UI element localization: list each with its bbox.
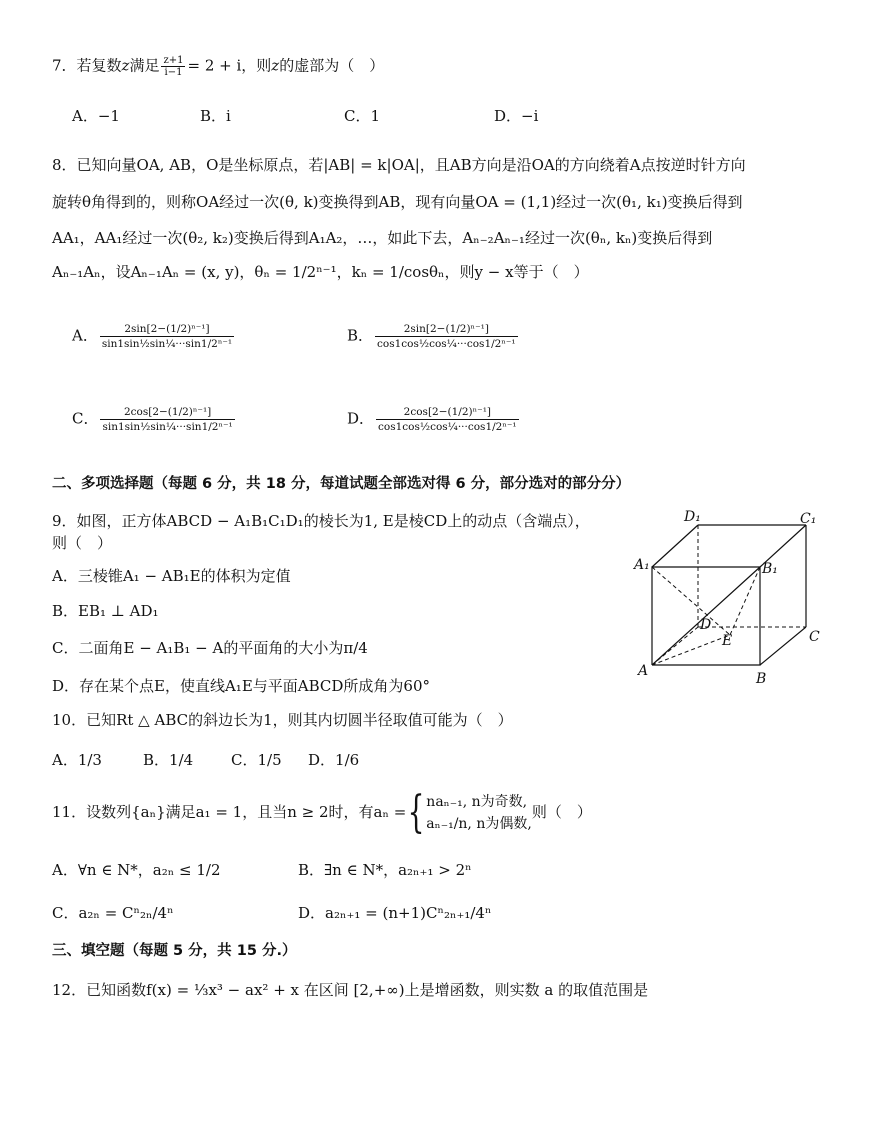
label-a1: A₁ bbox=[634, 557, 650, 573]
q11-case-even: aₙ₋₁/n, n为偶数, bbox=[426, 816, 532, 832]
cube-figure bbox=[630, 505, 830, 685]
q8-frac-den: cos1cos½cos¼···cos1/2ⁿ⁻¹ bbox=[378, 421, 517, 433]
q10-option-b: B．1/4 bbox=[143, 751, 194, 769]
segment-a1e bbox=[652, 567, 730, 635]
q7-option-d: D．−i bbox=[494, 107, 539, 125]
q8-option-label: D． bbox=[347, 409, 375, 428]
q8-option-label: A． bbox=[72, 326, 98, 345]
q10-option-d: D．1/6 bbox=[308, 751, 360, 769]
segment-b1e bbox=[730, 567, 760, 635]
q11-cases bbox=[426, 791, 532, 835]
cube-edge-a1d1 bbox=[652, 525, 698, 567]
segment-ae bbox=[652, 633, 733, 665]
q8-frac-num: 2cos[2−(1/2)ⁿ⁻¹] bbox=[376, 405, 519, 420]
q8-option-fraction bbox=[100, 405, 234, 434]
q7-frac-num: z+1 bbox=[163, 55, 184, 66]
q12-stem: 12．已知函数f(x) = ⅓x³ − ax² + x 在区间 [2,+∞)上是增函数，则实数 a 的取值范围是 bbox=[52, 981, 649, 999]
q7-option-b: B．i bbox=[200, 107, 231, 125]
q7-stem-part: 满足 bbox=[129, 56, 160, 75]
q11-option-d: D．a₂ₙ₊₁ = (n+1)Cⁿ₂ₙ₊₁/4ⁿ bbox=[298, 904, 492, 922]
q11-stem bbox=[52, 787, 592, 838]
q8-frac-den: cos1cos½cos¼···cos1/2ⁿ⁻¹ bbox=[377, 338, 516, 350]
label-d: D bbox=[700, 617, 712, 633]
q9-line2: 则（ ） bbox=[52, 534, 113, 552]
q9-option-a: A．三棱锥A₁ − AB₁E的体积为定值 bbox=[52, 567, 291, 585]
label-a: A bbox=[638, 663, 649, 679]
q11-option-b: B．∃n ∈ N*，a₂ₙ₊₁ > 2ⁿ bbox=[298, 861, 472, 879]
cube-hidden-ad bbox=[652, 627, 698, 665]
q7-frac-den: i−1 bbox=[164, 67, 183, 78]
q7-option-c: C．1 bbox=[344, 107, 381, 125]
q8-option-label: C． bbox=[72, 409, 99, 428]
q7-var: z bbox=[271, 56, 280, 75]
q7-stem bbox=[52, 55, 384, 78]
q8-option-a bbox=[72, 322, 236, 351]
q8-frac-num: 2sin[2−(1/2)ⁿ⁻¹] bbox=[100, 322, 234, 337]
q9-line1: 9．如图，正方体ABCD − A₁B₁C₁D₁的棱长为1, E是棱CD上的动点（含端点）， bbox=[52, 512, 590, 530]
q11-stem-part: 则（ ） bbox=[531, 803, 592, 821]
q7-stem-part: = 2 + i，则 bbox=[187, 56, 272, 75]
q8-frac-den: sin1sin½sin¼···sin1/2ⁿ⁻¹ bbox=[102, 421, 233, 433]
label-b1: B₁ bbox=[762, 561, 778, 577]
cube-edge-bc bbox=[760, 627, 806, 665]
q9-option-b: B．EB₁ ⊥ AD₁ bbox=[52, 602, 159, 620]
q8-option-fraction bbox=[375, 322, 518, 351]
section-3-heading: 三、填空题（每题 5 分，共 15 分.） bbox=[52, 943, 297, 959]
q8-option-label: B． bbox=[347, 326, 374, 345]
q11-stem-part: 11．设数列{aₙ}满足a₁ = 1，且当n ≥ 2时，有aₙ = bbox=[52, 803, 407, 821]
q9-option-c: C．二面角E − A₁B₁ − A的平面角的大小为π/4 bbox=[52, 639, 368, 657]
q10-option-a: A．1/3 bbox=[52, 751, 102, 769]
q8-frac-num: 2cos[2−(1/2)ⁿ⁻¹] bbox=[100, 405, 234, 420]
label-e: E bbox=[722, 633, 733, 649]
q8-frac-num: 2sin[2−(1/2)ⁿ⁻¹] bbox=[375, 322, 518, 337]
q8-line3: AA₁，AA₁经过一次(θ₂, k₂)变换后得到A₁A₂，…，如此下去，Aₙ₋₂Aₙ₋₁经过一次(θₙ, kₙ)变换后得到 bbox=[52, 229, 713, 247]
q8-line1: 8．已知向量OA, AB，O是坐标原点，若|AB| = k|OA|，且AB方向是沿OA的方向绕着A点按逆时针方向 bbox=[52, 156, 746, 174]
q9-option-d: D．存在某个点E，使直线A₁E与平面ABCD所成角为60° bbox=[52, 677, 430, 695]
q8-frac-den: sin1sin½sin¼···sin1/2ⁿ⁻¹ bbox=[101, 338, 233, 350]
q8-option-fraction bbox=[376, 405, 519, 434]
section-2-heading: 二、多项选择题（每题 6 分，共 18 分，每道试题全部选对得 6 分，部分选对的部分分） bbox=[52, 476, 631, 492]
q8-option-b bbox=[347, 322, 520, 351]
q10-option-c: C．1/5 bbox=[231, 751, 282, 769]
q7-var: z bbox=[121, 56, 130, 75]
q11-option-a: A．∀n ∈ N*，a₂ₙ ≤ 1/2 bbox=[52, 861, 221, 879]
q11-brace: { bbox=[407, 787, 425, 838]
q8-option-d bbox=[347, 405, 521, 434]
q7-option-a: A．−1 bbox=[72, 107, 120, 125]
q7-stem-part: 的虚部为（ ） bbox=[279, 56, 385, 75]
q8-option-fraction bbox=[100, 322, 234, 351]
q8-line4: Aₙ₋₁Aₙ，设Aₙ₋₁Aₙ = (x, y)，θₙ = 1/2ⁿ⁻¹，kₙ = 1/cosθₙ，则y − x等于（ ） bbox=[52, 263, 589, 281]
q8-line2: 旋转θ角得到的，则称OA经过一次(θ, k)变换得到AB，现有向量OA = (1,1)经过一次(θ₁, k₁)变换后得到 bbox=[52, 193, 743, 211]
q11-case-odd: naₙ₋₁, n为奇数, bbox=[426, 794, 528, 810]
q7-fraction bbox=[161, 55, 185, 78]
label-b: B bbox=[756, 671, 767, 685]
q11-option-c: C．a₂ₙ = Cⁿ₂ₙ/4ⁿ bbox=[52, 904, 174, 922]
label-c1: C₁ bbox=[800, 511, 817, 527]
q10-stem: 10．已知Rt △ ABC的斜边长为1，则其内切圆半径取值可能为（ ） bbox=[52, 711, 513, 729]
label-c: C bbox=[809, 629, 820, 645]
q7-stem-part: 7．若复数 bbox=[52, 56, 122, 75]
q8-option-c bbox=[72, 405, 237, 434]
label-d1: D₁ bbox=[684, 509, 701, 525]
